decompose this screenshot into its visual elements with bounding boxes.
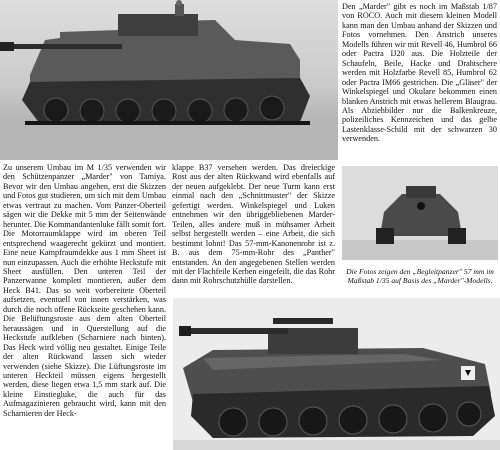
top-right-text-block: Den „Marder" gibt es noch im Maßstab 1/87 von ROCO. Auch mit diesem kleinen Modell kann man den Umbau anhand der Skizzen und Fotos vornehmen. Den Anstrich unseres Modells führen wir mit Revell 46, Humbrol 66 oder Pactra IJ20 aus. Die Holzteile der Schaufeln, Beile, Hacke und Drahtschere werden mit Holzfarbe Revell 85, Humbrol 62 oder Pactra IM66 gestrichen. Die „Gläser" der Winkelspiegel und Okulare bekommen einen blanken Anstrich mit etwas hellerem Blaugrau. Als Abziehbilder nur die Balkenkreuze, polizeiliches Kennzeichen und das gelbe Lastenklasse-Schild mit der schwarzen 30 verwenden. [342,2,497,144]
article-column-middle: klappe B37 versehen werden. Das dreieckige Rost aus der alten Rückwand wird ebenfalls auf der neuen aufgeklebt. Der neue Turm kann erst einmal nach den „Schnittmuster" der Skizze gefertigt werden. Winkelspiegel und Luken entnehmen wir den übriggebliebenen Marder-Teilen, alles andere muß in mühsamer Arbeit selbst hergestellt werden – eine Arbeit, die sich bestimmt lohnt! Das 57-mm-Kanonenrohr ist z. B. aus dem 75-mm-Rohr des „Panther" entstanden. An den angegebenen Stellen werden mit der Flachfeile Kerben eingefeilt, die das Rohr dann mit Rohrschutzhülle darstellen. [172,163,335,286]
tank-photo-side-view [0,0,338,160]
article-column-left: Zu unserem Umbau im M 1/35 verwenden wir den Schützenpanzer „Marder" von Tamiya. Bevor wir den Umbau angehen, erst die Skizzen und Fotos gut studieren, um sich mit dem Umbau etwas vertraut zu machen. Vom Panzer-Oberteil sägen wir die Dekke mit 5 mm der Seitenwände herunter. Die Kommandantenluke fällt somit fort. Die Motorraumklappe wird im oberen Teil entsprechend waagerecht gekürzt und montiert. Eine neue Kampfraumdekke aus 1 mm Sheet ist nun einzupassen. Auch die erhöhte Heckstufe mit Sheet ausfüllen. Den unteren Teil der Panzerwanne komplett montieren, außer dem Heck B41. Das so weit vorbereitete Oberteil aufsetzen, eventuell von innen verstärken, was durch die noch offene Rückseite geschehen kann. Die Belüftungsroste aus dem alten Oberteil heraussägen und in Querstellung auf die Heckstufe aufkleben (Scharniere nach hinten). Das Heck wird völlig neu gestaltet. Einige Teile der alten Rückwand lassen sich wieder verwenden (siehe Skizze). Die Lüftungsroste im unteren Heckteil müssen eigens hergestellt werden, diese liegen etwa 1,5 mm stark auf. Die kleine Einstiegluke, die auch für das Aufmagazinieren gebraucht wird, kann mit den Scharnieren der Heck- [3,163,166,418]
tank-photo-three-quarter-view [173,298,500,450]
tank-photo-front-view [342,166,498,260]
photo-caption: Die Fotos zeigen den „Begleitpanzer" 57 mm im Maßstab 1/35 auf Basis des „Marder"-Modells. [346,267,494,285]
